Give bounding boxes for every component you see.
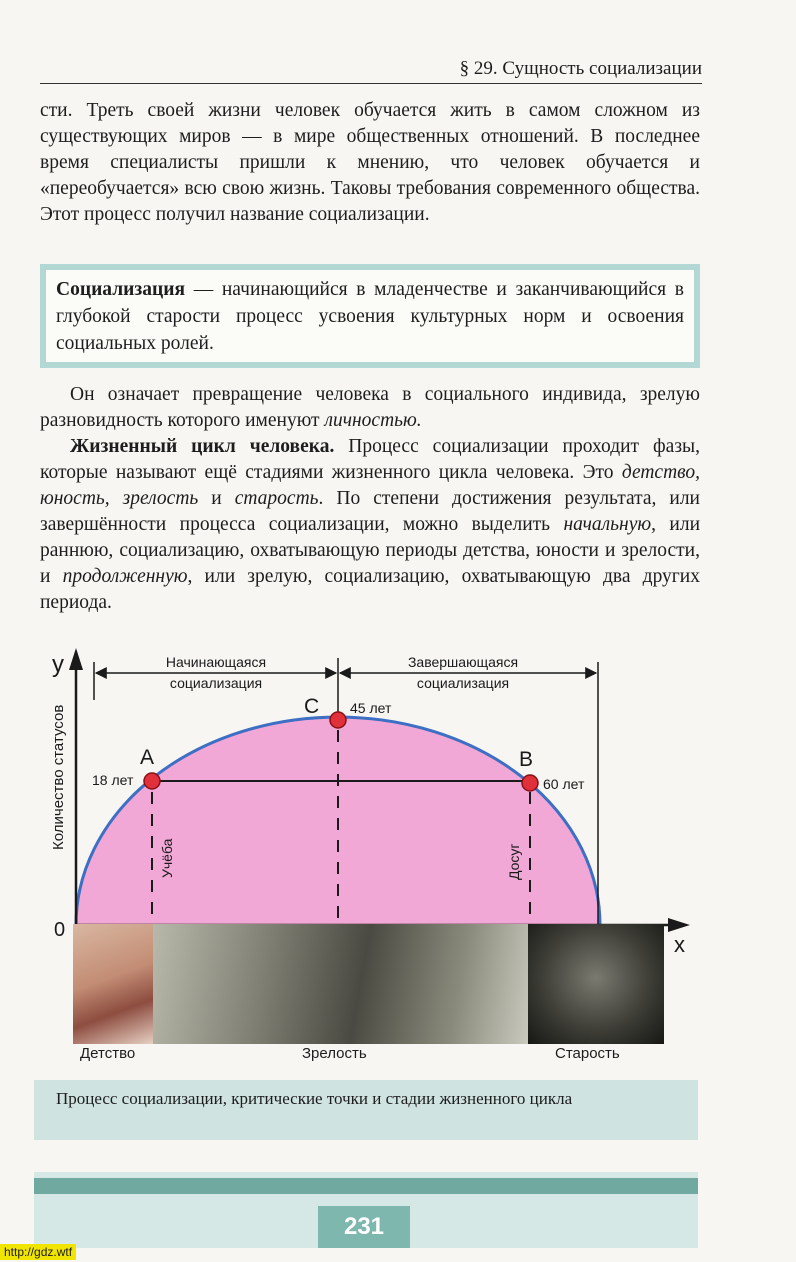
stage-old-age: Старость (555, 1045, 620, 1062)
paragraph-personality-text: Он означает превращение человека в социального индивида, зрелую разновидность которого именуют (40, 384, 700, 431)
life-cycle-continued-italic: продолженную (62, 566, 188, 587)
paragraph-life-cycle (40, 434, 700, 616)
origin-label: 0 (54, 919, 66, 941)
life-cycle-initial-italic: начальную (563, 514, 652, 535)
y-axis-letter: y (52, 651, 64, 678)
study-label: Учёба (159, 838, 175, 878)
x-axis-arrow (668, 918, 690, 932)
definition-box (40, 264, 700, 368)
running-header: § 29. Сущность социализации (40, 58, 702, 84)
definition-text (46, 270, 694, 362)
maturity-photo (153, 924, 528, 1044)
stage-maturity: Зрелость (302, 1045, 367, 1062)
definition-term: Социализация (56, 279, 186, 300)
life-cycle-text-2: и (198, 488, 235, 509)
x-axis-letter: x (674, 932, 685, 957)
point-a (144, 773, 160, 789)
point-b-letter: B (519, 748, 534, 771)
point-b (522, 775, 538, 791)
life-cycle-stages-italic: детство, юность, зрелость (40, 462, 700, 509)
y-axis-arrow (69, 648, 83, 670)
point-a-age: 18 лет (92, 772, 134, 788)
life-cycle-text-1: Процесс социализации проходит фазы, которые называют ещё стадиями жизненного цикла человека. Это (40, 436, 700, 483)
definition-body: — начинающийся в младенчестве и заканчивающийся в глубокой старости процесс усвоения культурных норм и освоения социальных ролей. (56, 279, 684, 354)
life-cycle-text-4: , или раннюю, социализацию, охватывающую периоды детства, юности и зрелости, и (40, 514, 701, 587)
point-a-letter: A (140, 746, 155, 769)
point-c-age: 45 лет (350, 700, 392, 716)
page-number: 231 (318, 1206, 410, 1248)
point-c-letter: C (304, 695, 320, 718)
paragraph-personality (40, 382, 700, 434)
span-right-label-2: социализация (416, 675, 510, 691)
socialization-diagram (0, 640, 796, 957)
figure-caption: Процесс социализации, критические точки и стадии жизненного цикла (34, 1080, 698, 1140)
footer-stripe (34, 1178, 698, 1194)
stage-childhood: Детство (80, 1045, 136, 1062)
y-axis-label: Количество статусов (50, 704, 67, 850)
watermark-link[interactable]: http://gdz.wtf (0, 1244, 76, 1260)
old-age-photo (528, 924, 664, 1044)
point-c (330, 712, 346, 728)
span-right-label-1: Завершающаяся (407, 654, 519, 670)
life-cycle-text-3: . По степени достижения результата, или завершённости процесса социализации, можно выделить (40, 488, 700, 535)
leisure-label: Досуг (506, 843, 522, 880)
childhood-photo (73, 924, 153, 1044)
paragraph-personality-italic: личностью. (324, 410, 422, 431)
span-left-label-1: Начинающаяся (165, 654, 267, 670)
life-cycle-heading: Жизненный цикл человека. (70, 436, 335, 457)
intro-paragraph: сти. Треть своей жизни человек обучается жить в самом сложном из существующих миров — в мире общественных отношений. В последнее время специалисты пришли к мнению, что человек обучается и «переобучается» всю свою жизнь. Таковы требования современного общества. Этот процесс получил название социализации. (40, 100, 700, 225)
life-cycle-old-age-italic: старость (234, 488, 319, 509)
point-b-age: 60 лет (543, 776, 585, 792)
life-cycle-text-5: , или зрелую, социализацию, охватывающую два других периода. (40, 566, 700, 613)
span-left-label-2: социализация (169, 675, 263, 691)
